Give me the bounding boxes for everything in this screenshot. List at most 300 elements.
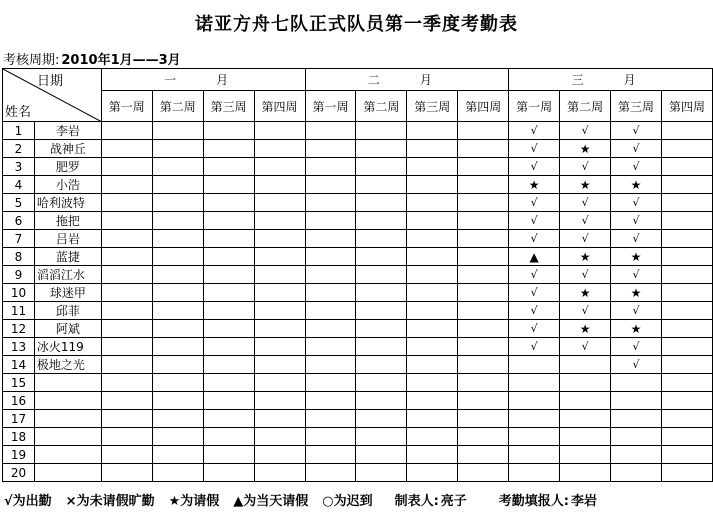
attendance-cell (305, 392, 356, 410)
attendance-cell (305, 284, 356, 302)
attendance-cell: √ (560, 302, 611, 320)
row-number: 10 (3, 284, 35, 302)
attendance-cell: √ (509, 230, 560, 248)
attendance-cell (152, 194, 203, 212)
attendance-cell (203, 122, 254, 140)
attendance-cell (203, 176, 254, 194)
row-number: 3 (3, 158, 35, 176)
attendance-cell (356, 266, 407, 284)
attendance-cell (203, 410, 254, 428)
attendance-cell (356, 428, 407, 446)
attendance-cell (611, 392, 662, 410)
attendance-cell: ★ (560, 248, 611, 266)
attendance-cell: ★ (611, 320, 662, 338)
attendance-cell (203, 356, 254, 374)
attendance-cell: √ (509, 194, 560, 212)
row-number: 17 (3, 410, 35, 428)
attendance-cell: √ (611, 356, 662, 374)
attendance-cell (611, 446, 662, 464)
attendance-cell (356, 212, 407, 230)
attendance-cell: ★ (611, 176, 662, 194)
row-number: 20 (3, 464, 35, 482)
attendance-cell (152, 158, 203, 176)
attendance-cell (305, 266, 356, 284)
attendance-cell (203, 248, 254, 266)
attendance-cell (101, 140, 152, 158)
attendance-cell: √ (509, 266, 560, 284)
attendance-cell (509, 428, 560, 446)
attendance-cell (356, 410, 407, 428)
attendance-cell (203, 302, 254, 320)
attendance-cell (407, 356, 458, 374)
member-name: 吕岩 (34, 230, 101, 248)
member-name: 极地之光 (34, 356, 101, 374)
attendance-cell (661, 122, 712, 140)
attendance-cell (203, 428, 254, 446)
attendance-cell (661, 356, 712, 374)
attendance-cell (407, 248, 458, 266)
attendance-cell (356, 302, 407, 320)
row-number: 11 (3, 302, 35, 320)
attendance-cell: ▲ (509, 248, 560, 266)
attendance-cell (101, 158, 152, 176)
attendance-cell: √ (509, 302, 560, 320)
attendance-cell (407, 122, 458, 140)
attendance-cell (152, 212, 203, 230)
week-header-m1-w2: 第二周 (152, 91, 203, 122)
attendance-cell (203, 212, 254, 230)
table-row (3, 230, 713, 248)
attendance-cell (407, 176, 458, 194)
attendance-cell: √ (509, 140, 560, 158)
attendance-cell (305, 302, 356, 320)
attendance-cell: ★ (560, 176, 611, 194)
attendance-cell (458, 212, 509, 230)
attendance-cell (254, 428, 305, 446)
attendance-cell (458, 464, 509, 482)
attendance-cell (458, 266, 509, 284)
member-name (34, 446, 101, 464)
member-name: 邱菲 (34, 302, 101, 320)
attendance-cell: √ (611, 302, 662, 320)
table-row (3, 194, 713, 212)
attendance-cell (101, 284, 152, 302)
date-header-label: 日期 (37, 74, 64, 89)
attendance-cell: √ (611, 140, 662, 158)
attendance-cell (152, 176, 203, 194)
attendance-cell: √ (560, 212, 611, 230)
attendance-cell (101, 230, 152, 248)
row-number: 8 (3, 248, 35, 266)
row-number: 2 (3, 140, 35, 158)
attendance-cell (203, 374, 254, 392)
attendance-cell (661, 446, 712, 464)
attendance-cell (407, 212, 458, 230)
row-number: 14 (3, 356, 35, 374)
attendance-cell (254, 266, 305, 284)
attendance-cell (101, 302, 152, 320)
month-header-2: 二 月 (305, 69, 509, 91)
legend-late: ○为迟到 (322, 493, 373, 509)
attendance-cell (203, 320, 254, 338)
attendance-cell (458, 338, 509, 356)
row-number: 1 (3, 122, 35, 140)
assessment-period (3, 48, 181, 68)
period-value: 2010年1月——3月 (61, 52, 181, 68)
attendance-cell (356, 230, 407, 248)
attendance-cell (203, 194, 254, 212)
attendance-cell (152, 392, 203, 410)
attendance-cell (254, 230, 305, 248)
member-name: 战神丘 (34, 140, 101, 158)
attendance-cell (254, 356, 305, 374)
week-header-m2-w2: 第二周 (356, 91, 407, 122)
attendance-cell (458, 248, 509, 266)
table-row (3, 410, 713, 428)
attendance-cell (305, 158, 356, 176)
attendance-cell (101, 248, 152, 266)
attendance-cell (407, 392, 458, 410)
attendance-cell (305, 464, 356, 482)
attendance-cell: ★ (560, 140, 611, 158)
attendance-cell (254, 248, 305, 266)
member-name (34, 410, 101, 428)
table-row (3, 122, 713, 140)
attendance-cell (458, 194, 509, 212)
maker-label: 制表人: (394, 493, 439, 509)
row-number: 15 (3, 374, 35, 392)
attendance-cell (356, 158, 407, 176)
header-diagonal-cell (3, 69, 102, 122)
attendance-cell (356, 140, 407, 158)
attendance-cell (305, 212, 356, 230)
member-name: 肥罗 (34, 158, 101, 176)
attendance-cell (152, 122, 203, 140)
attendance-cell (254, 122, 305, 140)
attendance-cell (407, 284, 458, 302)
attendance-cell (254, 158, 305, 176)
attendance-cell (407, 410, 458, 428)
attendance-cell (661, 212, 712, 230)
attendance-cell (407, 158, 458, 176)
member-name: 李岩 (34, 122, 101, 140)
attendance-cell: √ (560, 230, 611, 248)
attendance-cell (356, 338, 407, 356)
attendance-cell (509, 446, 560, 464)
attendance-cell: √ (560, 338, 611, 356)
attendance-cell (203, 392, 254, 410)
attendance-cell (254, 392, 305, 410)
attendance-cell (407, 266, 458, 284)
legend-leave: ★为请假 (168, 493, 220, 509)
attendance-cell (101, 338, 152, 356)
attendance-cell (560, 392, 611, 410)
attendance-cell (458, 302, 509, 320)
attendance-cell (509, 410, 560, 428)
attendance-cell (407, 230, 458, 248)
table-row (3, 248, 713, 266)
attendance-cell (152, 230, 203, 248)
attendance-cell (661, 392, 712, 410)
attendance-cell (509, 356, 560, 374)
attendance-cell (661, 248, 712, 266)
attendance-cell (152, 428, 203, 446)
attendance-cell (458, 176, 509, 194)
attendance-cell (458, 374, 509, 392)
member-name: 小浩 (34, 176, 101, 194)
attendance-cell (254, 374, 305, 392)
attendance-cell (152, 302, 203, 320)
attendance-cell (152, 338, 203, 356)
attendance-cell (661, 158, 712, 176)
attendance-cell (458, 140, 509, 158)
attendance-cell (305, 428, 356, 446)
attendance-cell (509, 464, 560, 482)
attendance-cell (101, 122, 152, 140)
attendance-cell (458, 410, 509, 428)
attendance-cell (661, 320, 712, 338)
maker-name: 亮子 (440, 493, 467, 509)
attendance-cell (407, 374, 458, 392)
table-row (3, 302, 713, 320)
attendance-cell: √ (509, 122, 560, 140)
attendance-cell (152, 410, 203, 428)
attendance-cell (305, 338, 356, 356)
attendance-cell (356, 122, 407, 140)
row-number: 7 (3, 230, 35, 248)
attendance-cell (254, 176, 305, 194)
row-number: 6 (3, 212, 35, 230)
member-name: 球迷甲 (34, 284, 101, 302)
attendance-cell (509, 374, 560, 392)
attendance-cell (305, 230, 356, 248)
attendance-cell (407, 464, 458, 482)
attendance-cell (661, 338, 712, 356)
attendance-cell (101, 266, 152, 284)
attendance-cell (305, 140, 356, 158)
attendance-cell (458, 392, 509, 410)
table-row (3, 392, 713, 410)
attendance-cell (152, 356, 203, 374)
attendance-table (2, 68, 713, 482)
attendance-cell (152, 248, 203, 266)
legend-same-day-leave: ▲为当天请假 (233, 493, 309, 509)
attendance-cell (560, 374, 611, 392)
attendance-cell (254, 302, 305, 320)
row-number: 19 (3, 446, 35, 464)
attendance-cell (458, 320, 509, 338)
member-name: 拖把 (34, 212, 101, 230)
row-number: 12 (3, 320, 35, 338)
attendance-cell (458, 428, 509, 446)
attendance-cell (560, 446, 611, 464)
attendance-cell (458, 284, 509, 302)
attendance-cell (356, 248, 407, 266)
attendance-cell (458, 230, 509, 248)
attendance-cell (458, 356, 509, 374)
legend-present: √为出勤 (4, 493, 52, 509)
attendance-cell (356, 392, 407, 410)
member-name (34, 374, 101, 392)
legend-bar (4, 488, 713, 510)
attendance-cell (661, 374, 712, 392)
member-name: 阿斌 (34, 320, 101, 338)
member-name (34, 464, 101, 482)
attendance-cell: ★ (509, 176, 560, 194)
attendance-cell (203, 284, 254, 302)
name-header-label: 姓名 (5, 105, 32, 120)
attendance-cell (101, 212, 152, 230)
attendance-cell (305, 194, 356, 212)
table-row (3, 176, 713, 194)
member-name (34, 392, 101, 410)
attendance-cell (203, 140, 254, 158)
attendance-cell (152, 266, 203, 284)
attendance-cell: √ (509, 338, 560, 356)
week-header-m1-w4: 第四周 (254, 91, 305, 122)
attendance-cell: ★ (611, 248, 662, 266)
attendance-cell: √ (611, 212, 662, 230)
attendance-cell (101, 374, 152, 392)
period-label: 考核周期: (3, 52, 60, 68)
attendance-cell: √ (509, 320, 560, 338)
member-name (34, 428, 101, 446)
attendance-cell: √ (611, 338, 662, 356)
table-row (3, 374, 713, 392)
attendance-cell: √ (560, 194, 611, 212)
attendance-cell (152, 320, 203, 338)
week-header-m2-w4: 第四周 (458, 91, 509, 122)
attendance-cell (458, 158, 509, 176)
attendance-cell (661, 302, 712, 320)
attendance-cell (356, 320, 407, 338)
attendance-cell (101, 176, 152, 194)
attendance-cell (560, 410, 611, 428)
attendance-cell (203, 230, 254, 248)
member-name: 冰火119 (34, 338, 101, 356)
attendance-cell (254, 194, 305, 212)
attendance-cell (152, 446, 203, 464)
attendance-cell: √ (509, 284, 560, 302)
attendance-cell (203, 464, 254, 482)
attendance-cell: ★ (560, 320, 611, 338)
attendance-cell (407, 446, 458, 464)
attendance-cell (611, 428, 662, 446)
attendance-cell (661, 410, 712, 428)
attendance-cell (254, 284, 305, 302)
attendance-cell (305, 446, 356, 464)
attendance-cell (254, 338, 305, 356)
attendance-cell (254, 464, 305, 482)
attendance-cell (458, 446, 509, 464)
attendance-cell (254, 320, 305, 338)
attendance-cell (661, 464, 712, 482)
reporter-label: 考勤填报人: (498, 493, 569, 509)
reporter-name: 李岩 (571, 493, 598, 509)
table-row (3, 320, 713, 338)
attendance-cell (101, 320, 152, 338)
attendance-cell (560, 464, 611, 482)
attendance-cell (152, 140, 203, 158)
table-row (3, 356, 713, 374)
attendance-cell: √ (611, 158, 662, 176)
row-number: 16 (3, 392, 35, 410)
attendance-cell (152, 284, 203, 302)
attendance-cell (101, 356, 152, 374)
attendance-cell (661, 140, 712, 158)
row-number: 18 (3, 428, 35, 446)
month-header-3: 三 月 (509, 69, 713, 91)
attendance-cell (661, 266, 712, 284)
attendance-cell (101, 392, 152, 410)
attendance-cell (611, 374, 662, 392)
attendance-cell: √ (611, 194, 662, 212)
table-row (3, 464, 713, 482)
attendance-cell (152, 464, 203, 482)
attendance-cell: √ (560, 266, 611, 284)
row-number: 9 (3, 266, 35, 284)
attendance-cell (101, 464, 152, 482)
table-row (3, 428, 713, 446)
attendance-cell (661, 230, 712, 248)
week-header-m3-w2: 第二周 (560, 91, 611, 122)
attendance-cell (407, 302, 458, 320)
attendance-cell (305, 320, 356, 338)
week-header-m2-w1: 第一周 (305, 91, 356, 122)
attendance-cell (407, 320, 458, 338)
attendance-cell (356, 176, 407, 194)
attendance-cell (254, 446, 305, 464)
table-row (3, 140, 713, 158)
table-row (3, 266, 713, 284)
legend-absent: ×为未请假旷勤 (65, 493, 155, 509)
attendance-cell (305, 410, 356, 428)
attendance-cell (305, 356, 356, 374)
row-number: 4 (3, 176, 35, 194)
attendance-cell (305, 248, 356, 266)
attendance-cell (356, 356, 407, 374)
attendance-cell (356, 284, 407, 302)
sheet-title: 诺亚方舟七队正式队员第一季度考勤表 (195, 14, 518, 35)
attendance-cell (661, 194, 712, 212)
row-number: 5 (3, 194, 35, 212)
attendance-cell: √ (611, 266, 662, 284)
attendance-cell (611, 464, 662, 482)
table-row (3, 446, 713, 464)
attendance-cell (407, 338, 458, 356)
table-row (3, 212, 713, 230)
attendance-cell (203, 446, 254, 464)
attendance-cell (560, 428, 611, 446)
attendance-cell (305, 176, 356, 194)
attendance-cell (203, 266, 254, 284)
attendance-cell (101, 428, 152, 446)
attendance-cell (611, 410, 662, 428)
attendance-cell: √ (611, 122, 662, 140)
attendance-cell (254, 410, 305, 428)
attendance-cell (254, 212, 305, 230)
attendance-cell (407, 428, 458, 446)
member-name: 哈利波特 (34, 194, 101, 212)
attendance-cell (356, 464, 407, 482)
table-row (3, 284, 713, 302)
attendance-cell (458, 122, 509, 140)
attendance-cell (305, 374, 356, 392)
attendance-cell (356, 374, 407, 392)
week-header-m3-w1: 第一周 (509, 91, 560, 122)
attendance-cell (305, 122, 356, 140)
member-name: 蓝捷 (34, 248, 101, 266)
